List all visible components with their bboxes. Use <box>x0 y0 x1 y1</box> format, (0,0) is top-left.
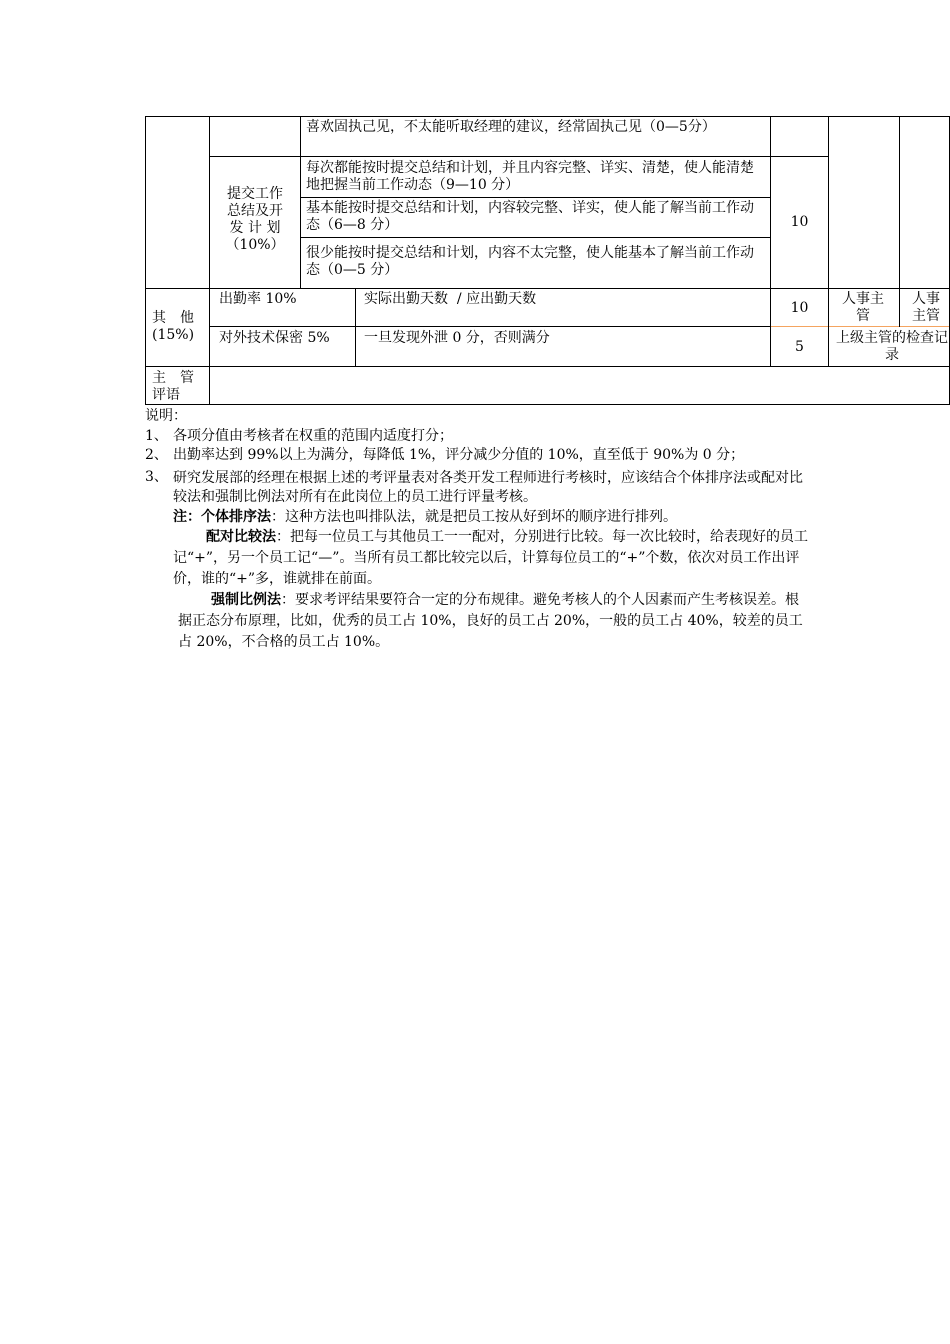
table-rule <box>209 116 210 405</box>
criteria-text: 很少能按时提交总结和计划，内容不太完整，使人能基本了解当前工作动态（0—5 分） <box>306 245 754 278</box>
score-value: 5 <box>795 339 804 355</box>
criteria-text: 喜欢固执己见，不太能听取经理的建议，经常固执己见（0—5分） <box>306 119 716 135</box>
category-label: 其 他 <box>152 310 194 326</box>
item-name-line: 提交工作 <box>227 186 283 202</box>
item-secrecy: 对外技术保密 5% <box>219 330 330 346</box>
method-forced: 强制比例法：要求考评结果要符合一定的分布规律。避免考核人的个人因素而产生考核误差。根据正态分布原理，比如，优秀的员工占 10%，良好的员工占 20%，一般的员工占 40%，较差的员工占 20%，不合格的员工占 10%。 <box>178 592 803 650</box>
table-rule <box>145 288 950 289</box>
note-number: 2、 <box>145 447 168 463</box>
table-rule <box>145 366 950 367</box>
notes-heading: 说明： <box>145 408 187 424</box>
reviewer: 人事主管 <box>912 291 940 324</box>
table-rule <box>355 288 356 366</box>
table-rule <box>209 326 770 327</box>
note-text: 研究发展部的经理在根据上述的考评量表对各类开发工程师进行考核时，应该结合个体排序法或配对比较法和强制比例法对所有在此岗位上的员工进行评量考核。 <box>173 470 803 505</box>
score-value: 10 <box>790 214 809 230</box>
item-attendance: 出勤率 10% <box>219 291 297 307</box>
table-rule <box>300 237 770 238</box>
accent-rule <box>770 326 950 327</box>
note-number: 3、 <box>145 469 168 485</box>
criteria-attendance: 实际出勤天数 / 应出勤天数 <box>364 291 537 307</box>
table-border-bottom <box>145 404 950 405</box>
table-border-left <box>145 116 146 405</box>
category-weight: (15%) <box>152 327 195 343</box>
data-source: 人事主管 <box>842 291 884 324</box>
criteria-secrecy: 一旦发现外泄 0 分，否则满分 <box>364 330 550 346</box>
score-value: 10 <box>790 300 809 316</box>
note-text: 出勤率达到 99%以上为满分，每降低 1%，评分减少分值的 10%，直至低于 90%为 0 分； <box>173 447 745 463</box>
criteria-text: 基本能按时提交总结和计划，内容较完整、详实，使人能了解当前工作动态（6—8 分） <box>306 200 754 233</box>
method-ranking: 注：个体排序法：这种方法也叫排队法，就是把员工按从好到坏的顺序进行排列。 <box>173 509 677 525</box>
comment-label: 主 管 评语 <box>152 370 194 403</box>
item-name-line: 发 计 划 <box>229 220 281 236</box>
category-other <box>152 310 208 344</box>
criteria-text: 每次都能按时提交总结和计划，并且内容完整、详实、清楚，使人能清楚地把握当前工作动态（9—10 分） <box>306 160 754 193</box>
table-rule <box>209 156 828 157</box>
table-border-top <box>145 116 950 117</box>
data-source: 上级主管的检查记录 <box>836 330 948 363</box>
table-rule <box>828 116 829 366</box>
table-rule <box>899 116 900 327</box>
table-rule <box>300 197 770 198</box>
table-rule <box>770 116 771 366</box>
method-paired: 配对比较法：把每一位员工与其他员工一一配对，分别进行比较。每一次比较时，给表现好的员工记“+”，另一个员工记“—”。当所有员工都比较完以后，计算每位员工的“+”个数，依次对员工作出评价，谁的“+”多，谁就排在前面。 <box>173 529 808 587</box>
item-name-line: （10%） <box>225 237 285 253</box>
item-name-line: 总结及开 <box>227 203 283 219</box>
item-name-plan <box>210 186 300 254</box>
table-rule <box>300 116 301 288</box>
note-number: 1、 <box>145 428 168 444</box>
note-text: 各项分值由考核者在权重的范围内适度打分； <box>173 428 453 444</box>
